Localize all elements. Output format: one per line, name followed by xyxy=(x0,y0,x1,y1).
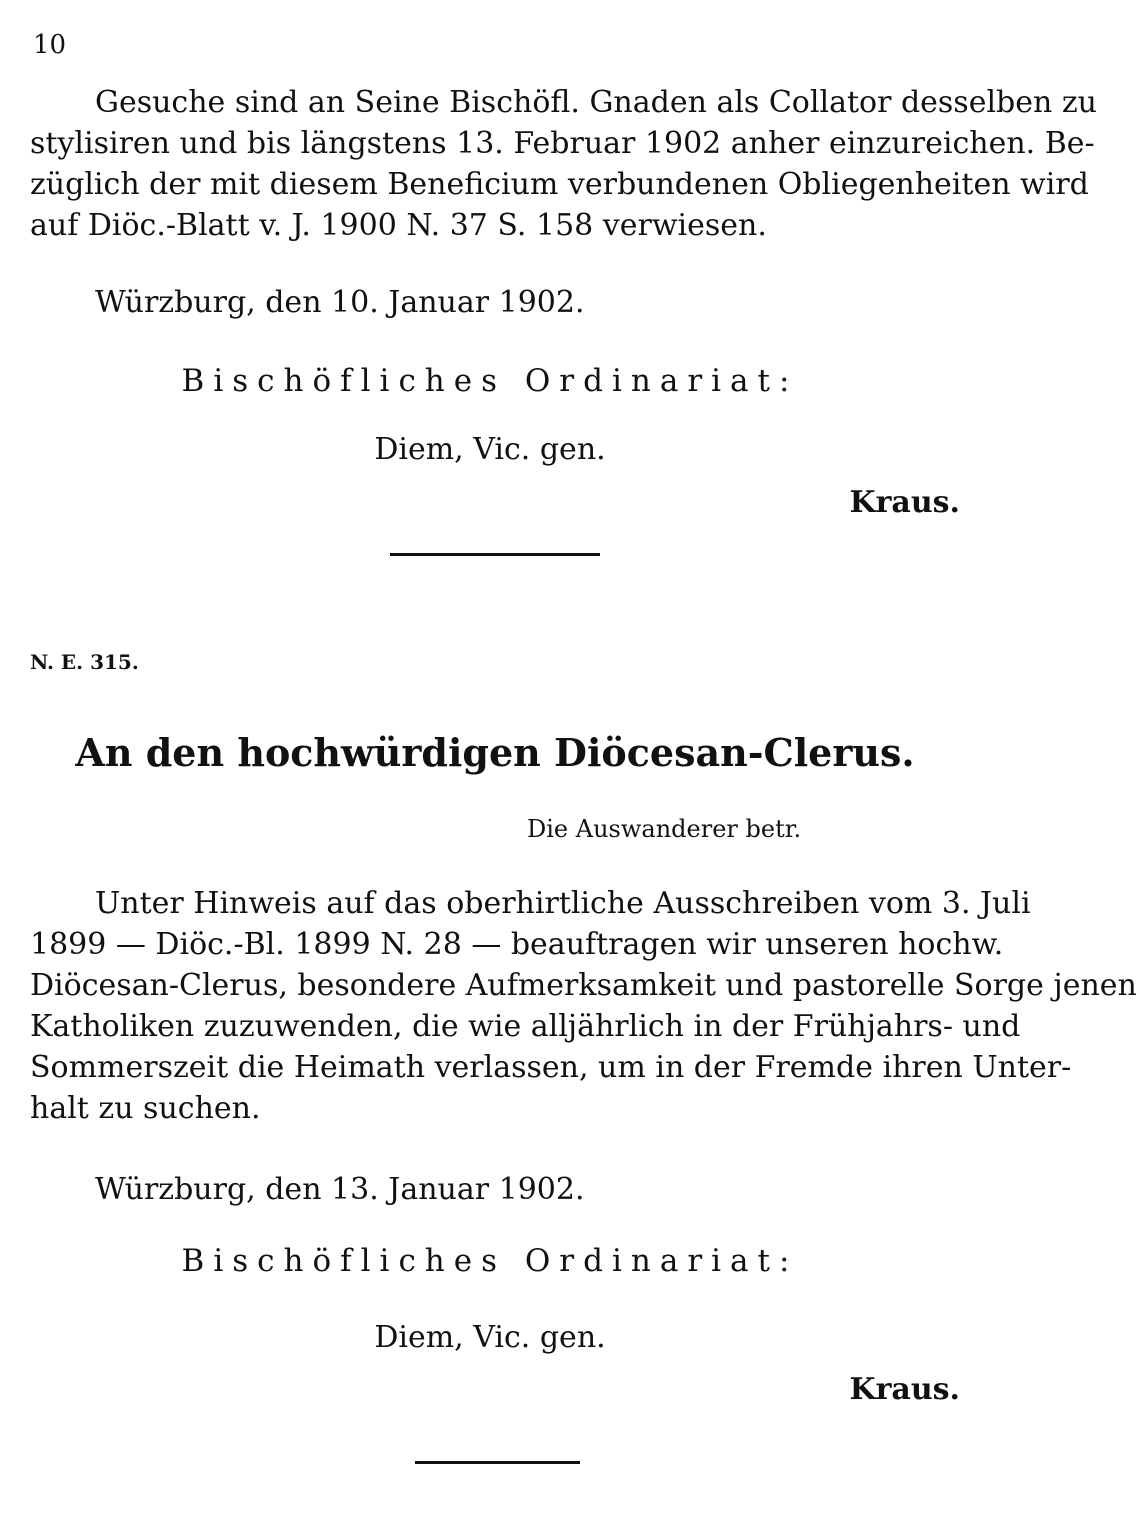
paragraph-line: züglich der mit diesem Beneficium verbundenen Obliegenheiten wird xyxy=(30,167,1089,202)
paragraph-line: 1899 — Diöc.-Bl. 1899 N. 28 — beauftragen wir unseren hochw. xyxy=(30,927,1004,962)
section2-heading: An den hochwürdigen Diöcesan-Clerus. xyxy=(75,730,915,775)
section2-date: Würzburg, den 13. Januar 1902. xyxy=(95,1172,585,1207)
section2-paragraph xyxy=(30,883,1137,1129)
section2-signer: Diem, Vic. gen. xyxy=(374,1320,606,1355)
section-divider xyxy=(390,553,600,556)
section1-secretary: Kraus. xyxy=(849,485,960,520)
section1-ordinariat: Bischöfliches Ordinariat: xyxy=(181,363,799,399)
paragraph-line: Diöcesan-Clerus, besondere Aufmerksamkeit und pastorelle Sorge jenen xyxy=(30,968,1137,1003)
section1-date: Würzburg, den 10. Januar 1902. xyxy=(95,285,585,320)
paragraph-line: stylisiren und bis längstens 13. Februar 1902 anher einzureichen. Be- xyxy=(30,126,1095,161)
paragraph-line: Sommerszeit die Heimath verlassen, um in der Fremde ihren Unter- xyxy=(30,1050,1072,1085)
section1-paragraph xyxy=(30,82,1097,246)
section2-subject: Die Auswanderer betr. xyxy=(527,815,802,843)
section1-signer: Diem, Vic. gen. xyxy=(374,432,606,467)
paragraph-line: auf Diöc.-Blatt v. J. 1900 N. 37 S. 158 verwiesen. xyxy=(30,208,767,243)
paragraph-line: Katholiken zuzuwenden, die wie alljährlich in der Frühjahrs- und xyxy=(30,1009,1021,1044)
paragraph-line: halt zu suchen. xyxy=(30,1091,261,1126)
paragraph-line: Gesuche sind an Seine Bischöfl. Gnaden als Collator desselben zu xyxy=(95,85,1097,120)
section2-ordinariat: Bischöfliches Ordinariat: xyxy=(181,1243,799,1279)
end-divider xyxy=(415,1461,580,1464)
paragraph-line: Unter Hinweis auf das oberhirtliche Ausschreiben vom 3. Juli xyxy=(95,886,1031,921)
reference-number: N. E. 315. xyxy=(30,650,139,674)
section2-secretary: Kraus. xyxy=(849,1372,960,1407)
page-number: 10 xyxy=(33,30,67,60)
